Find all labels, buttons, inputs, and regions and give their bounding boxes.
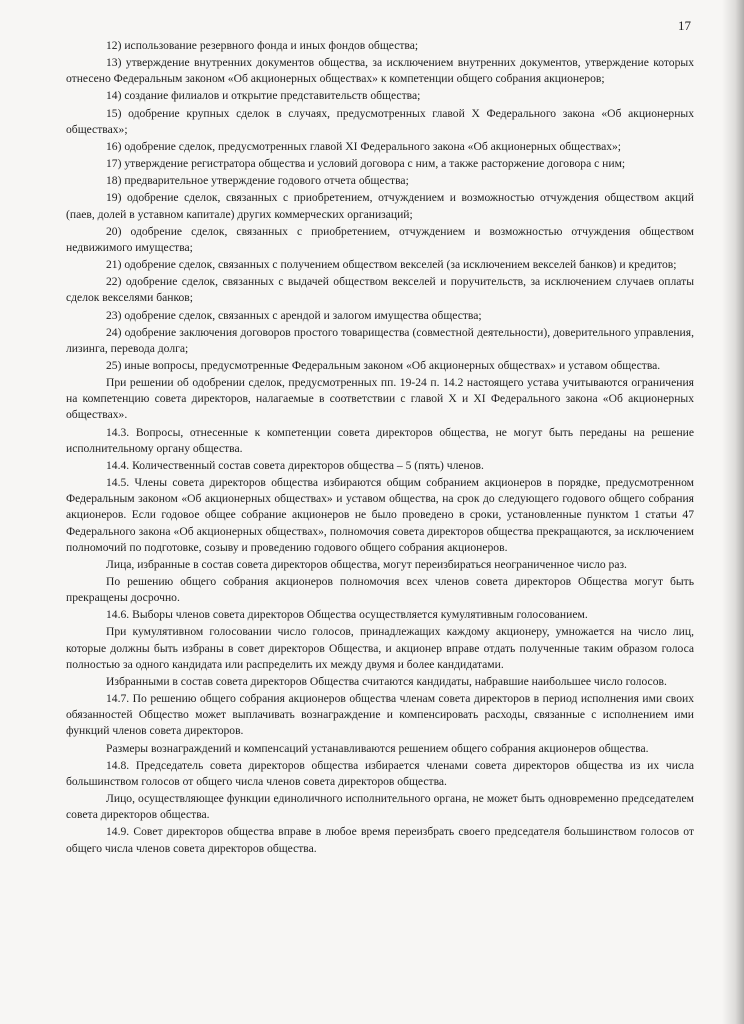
clause-14-6: 14.6. Выборы членов совета директоров Общества осуществляется кумулятивным голосованием.: [106, 608, 588, 622]
clause-14-5: 14.5. Члены совета директоров общества избираются общим собранием акционеров в порядке, предусмотренном Федеральным законом «Об акционерных обществах» и уставом общества, на срок до следующего годового общего собрания акционеров. Если годовое общее собрание акционеров не было проведено в сроки, установленные пунктом 1 статьи 47 Федерального закона «Об акционерных обществах», полномочия совета директоров общества прекращаются, за исключением полномочий по подготовке, созыву и проведению годового общего собрания акционеров.: [66, 476, 694, 554]
clause-14-7: 14.7. По решению общего собрания акционеров общества членам совета директоров в период исполнения ими своих обязанностей Общество может выплачивать вознаграждение и компенсировать расходы, связанные с исполнением ими функций членов совета директоров.: [66, 692, 694, 738]
clause-14-4: 14.4. Количественный состав совета директоров общества – 5 (пять) членов.: [106, 458, 484, 472]
paragraph-cumulative-voting: При кумулятивном голосовании число голосов, принадлежащих каждому акционеру, умножается на число лиц, которые должны быть избраны в совет директоров Общества, и акционер вправе отдать полученные таким образом голоса полностью за одного кандидата или распределить их между двумя и более кандидатами.: [66, 625, 694, 671]
page-edge-shadow: [722, 0, 744, 1024]
list-item-19: 19) одобрение сделок, связанных с приобретением, отчуждением и возможностью отчуждения обществом акций (паев, долей в уставном капитале) других коммерческих организаций;: [66, 191, 694, 221]
clause-14-3: 14.3. Вопросы, отнесенные к компетенции совета директоров общества, не могут быть переданы на решение исполнительному органу общества.: [66, 425, 694, 455]
list-item-24: 24) одобрение заключения договоров простого товарищества (совместной деятельности), доверительного управления, лизинга, перевода долга;: [66, 325, 694, 355]
list-item-18: 18) предварительное утверждение годового отчета общества;: [106, 174, 409, 188]
paragraph-elected-candidates: Избранными в состав совета директоров Общества считаются кандидаты, набравшие наибольшее число голосов.: [106, 674, 667, 688]
list-item-23: 23) одобрение сделок, связанных с арендой и залогом имущества общества;: [106, 308, 482, 322]
paragraph-reelection: Лица, избранные в состав совета директоров общества, могут переизбираться неограниченное число раз.: [106, 557, 627, 571]
list-item-13: 13) утверждение внутренних документов общества, за исключением внутренних документов, утверждение которых отнесено Федеральным законом «Об акционерных обществах» к компетенции общего собрания акционеров;: [66, 56, 694, 86]
paragraph-early-termination: По решению общего собрания акционеров полномочия всех членов совета директоров Общества могут быть прекращены досрочно.: [66, 575, 694, 605]
list-item-25: 25) иные вопросы, предусмотренные Федеральным законом «Об акционерных обществах» и уставом общества.: [106, 358, 661, 372]
paragraph-remuneration: Размеры вознаграждений и компенсаций устанавливаются решением общего собрания акционеров общества.: [106, 741, 649, 755]
list-item-12: 12) использование резервного фонда и иных фондов общества;: [106, 39, 419, 52]
list-item-17: 17) утверждение регистратора общества и условий договора с ним, а также расторжение договора с ним;: [106, 157, 626, 171]
clause-14-9: 14.9. Совет директоров общества вправе в любое время переизбрать своего председателя большинством голосов от общего числа членов совета директоров общества.: [66, 825, 694, 855]
list-item-15: 15) одобрение крупных сделок в случаях, предусмотренных главой Х Федерального закона «Об акционерных обществах»;: [66, 106, 694, 136]
document-body: [66, 38, 694, 858]
page-number: 17: [678, 18, 691, 33]
list-item-16: 16) одобрение сделок, предусмотренных главой XI Федерального закона «Об акционерных обществах»;: [106, 139, 622, 153]
list-item-21: 21) одобрение сделок, связанных с получением обществом векселей (за исключением векселей банков) и кредитов;: [106, 258, 677, 272]
list-item-22: 22) одобрение сделок, связанных с выдачей обществом векселей и поручительств, за исключением случаев оплаты сделок векселями банков;: [66, 275, 694, 305]
paragraph-chairman-restriction: Лицо, осуществляющее функции единоличного исполнительного органа, не может быть одновременно председателем совета директоров общества.: [66, 792, 694, 822]
list-item-14: 14) создание филиалов и открытие представительств общества;: [106, 89, 421, 103]
paragraph-approval-note: При решении об одобрении сделок, предусмотренных пп. 19-24 п. 14.2 настоящего устава учитываются ограничения на компетенцию совета директоров, налагаемые в соответствии с главой Х и XI Федерального закона «Об акционерных обществах».: [66, 376, 694, 422]
clause-14-8: 14.8. Председатель совета директоров общества избирается членами совета директоров общества из их числа большинством голосов от общего числа членов совета директоров общества.: [66, 758, 694, 788]
list-item-20: 20) одобрение сделок, связанных с приобретением, отчуждением и возможностью отчуждения обществом недвижимого имущества;: [66, 224, 694, 254]
